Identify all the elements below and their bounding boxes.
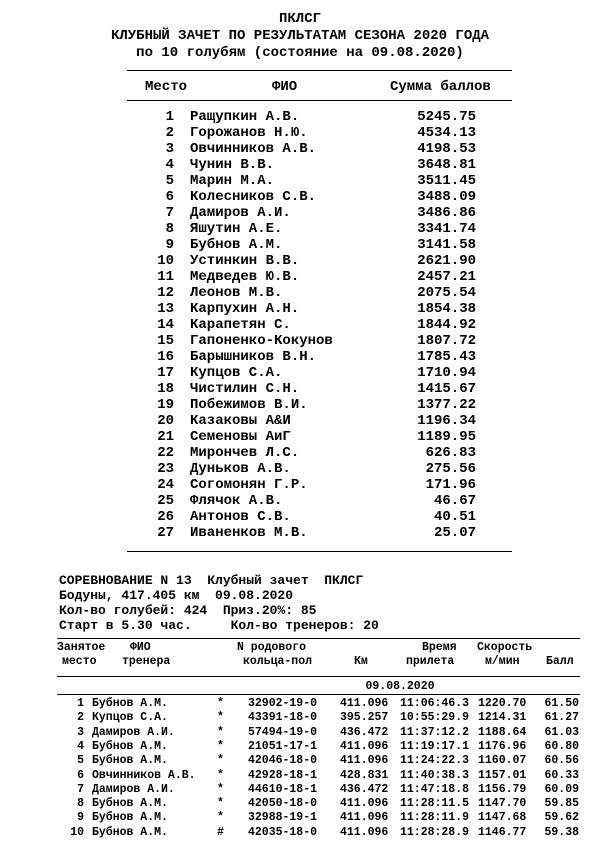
row-name: Устинкин В.В. bbox=[190, 253, 300, 269]
table-row bbox=[0, 173, 600, 189]
result-ring: 43391-18-0 bbox=[248, 711, 318, 725]
results-header-speed1: Скорость bbox=[477, 641, 533, 654]
row-place: 21 bbox=[157, 429, 174, 445]
result-name: Бубнов А.М. bbox=[92, 697, 168, 710]
result-speed: 1220.70 bbox=[478, 697, 527, 710]
result-ring: 42046-18-0 bbox=[248, 754, 318, 768]
row-place: 26 bbox=[157, 509, 174, 525]
table-row bbox=[0, 726, 600, 740]
result-mark: * bbox=[217, 711, 224, 725]
table-bottom-rule bbox=[127, 551, 512, 552]
row-name: Карпухин А.Н. bbox=[190, 301, 300, 317]
row-name: Медведев Ю.В. bbox=[190, 269, 300, 285]
table-row bbox=[0, 413, 600, 429]
result-time: 11:40:38.3 bbox=[400, 768, 470, 782]
result-ring: 44610-18-1 bbox=[248, 782, 318, 796]
table-row bbox=[0, 445, 600, 461]
results-header-ring1: N родового bbox=[237, 641, 307, 654]
row-place: 1 bbox=[165, 109, 174, 125]
row-name: Горожанов Н.Ю. bbox=[190, 125, 308, 141]
result-time: 11:28:11.5 bbox=[400, 797, 470, 811]
result-ring: 32988-19-1 bbox=[248, 811, 318, 825]
result-ring: 32902-19-0 bbox=[248, 697, 318, 710]
row-sum: 2075.54 bbox=[417, 285, 476, 301]
result-mark: * bbox=[217, 739, 224, 753]
col-header-place: Место bbox=[145, 79, 188, 95]
row-place: 3 bbox=[165, 141, 174, 157]
row-name: Побежимов В.И. bbox=[190, 397, 308, 413]
result-points: 60.56 bbox=[544, 754, 579, 768]
result-ring: 42050-18-0 bbox=[248, 797, 318, 811]
table-row bbox=[0, 525, 600, 541]
result-place: 9 bbox=[77, 811, 84, 825]
row-sum: 1710.94 bbox=[417, 365, 476, 381]
row-name: Марин М.А. bbox=[190, 173, 275, 189]
result-mark: * bbox=[217, 725, 224, 739]
result-points: 59.38 bbox=[544, 825, 579, 839]
row-sum: 275.56 bbox=[425, 461, 476, 477]
row-name: Чистилин С.Н. bbox=[190, 381, 300, 397]
result-place: 1 bbox=[77, 697, 84, 710]
table-row bbox=[0, 509, 600, 525]
table-row bbox=[0, 365, 600, 381]
table-row bbox=[0, 754, 600, 768]
results-header-km: Км bbox=[354, 655, 368, 668]
result-points: 61.27 bbox=[544, 711, 579, 725]
row-sum: 3648.81 bbox=[417, 157, 476, 173]
results-header-place2: место bbox=[62, 655, 97, 668]
table-row bbox=[0, 811, 600, 825]
result-mark: * bbox=[217, 782, 224, 796]
result-speed: 1156.79 bbox=[478, 782, 527, 796]
result-km: 436.472 bbox=[340, 782, 389, 796]
row-place: 25 bbox=[157, 493, 174, 509]
table-row bbox=[0, 697, 600, 711]
competition-title: СОРЕВНОВАНИЕ N 13 Клубный зачет ПКЛСГ bbox=[59, 573, 364, 588]
row-sum: 4534.13 bbox=[417, 125, 476, 141]
row-place: 5 bbox=[165, 173, 174, 189]
row-name: Леонов М.В. bbox=[190, 285, 283, 301]
results-header-rule bbox=[57, 676, 580, 677]
row-place: 24 bbox=[157, 477, 174, 493]
row-name: Овчинников А.В. bbox=[190, 141, 317, 157]
results-header-time2: прилета bbox=[406, 655, 455, 668]
row-place: 14 bbox=[157, 317, 174, 333]
results-date: 09.08.2020 bbox=[365, 680, 435, 693]
result-points: 60.80 bbox=[544, 739, 579, 753]
table-row bbox=[0, 285, 600, 301]
result-place: 4 bbox=[77, 739, 84, 753]
table-row bbox=[0, 429, 600, 445]
result-points: 61.03 bbox=[544, 725, 579, 739]
result-mark: * bbox=[217, 754, 224, 768]
row-sum: 5245.75 bbox=[417, 109, 476, 125]
table-row bbox=[0, 269, 600, 285]
report-subtitle: по 10 голубям (состояние на 09.08.2020) bbox=[136, 45, 464, 61]
table-row bbox=[0, 381, 600, 397]
result-km: 395.257 bbox=[340, 711, 389, 725]
table-row bbox=[0, 205, 600, 221]
result-speed: 1160.07 bbox=[478, 754, 527, 768]
result-name: Бубнов А.М. bbox=[92, 797, 168, 811]
result-points: 60.09 bbox=[544, 782, 579, 796]
row-sum: 1844.92 bbox=[417, 317, 476, 333]
row-place: 10 bbox=[157, 253, 174, 269]
result-place: 10 bbox=[70, 825, 84, 839]
result-speed: 1188.64 bbox=[478, 725, 527, 739]
result-km: 411.096 bbox=[340, 825, 389, 839]
results-header-speed2: м/мин bbox=[485, 655, 520, 668]
table-row bbox=[0, 253, 600, 269]
row-place: 12 bbox=[157, 285, 174, 301]
table-row bbox=[0, 109, 600, 125]
row-name: Ращупкин А.В. bbox=[190, 109, 300, 125]
result-mark: # bbox=[217, 825, 224, 839]
table-row bbox=[0, 221, 600, 237]
result-speed: 1157.01 bbox=[478, 768, 527, 782]
table-header-rule bbox=[127, 100, 512, 101]
row-place: 22 bbox=[157, 445, 174, 461]
row-sum: 171.96 bbox=[425, 477, 476, 493]
col-header-name: ФИО bbox=[272, 79, 298, 95]
row-sum: 3486.86 bbox=[417, 205, 476, 221]
result-speed: 1146.77 bbox=[478, 825, 527, 839]
result-time: 11:28:11.9 bbox=[400, 811, 470, 825]
row-name: Колесников С.В. bbox=[190, 189, 317, 205]
results-top-rule bbox=[57, 638, 580, 639]
competition-location: Бодуны, 417.405 км 09.08.2020 bbox=[59, 588, 294, 603]
result-points: 61.50 bbox=[544, 697, 579, 710]
row-name: Купцов С.А. bbox=[190, 365, 283, 381]
table-row bbox=[0, 783, 600, 797]
row-sum: 2621.90 bbox=[417, 253, 476, 269]
result-speed: 1176.96 bbox=[478, 739, 527, 753]
results-header-points: Балл bbox=[546, 655, 574, 668]
table-row bbox=[0, 826, 600, 840]
row-place: 17 bbox=[157, 365, 174, 381]
row-place: 18 bbox=[157, 381, 174, 397]
result-name: Бубнов А.М. bbox=[92, 754, 168, 768]
result-speed: 1147.70 bbox=[478, 797, 527, 811]
row-sum: 3141.58 bbox=[417, 237, 476, 253]
competition-start: Старт в 5.30 час. Кол-во тренеров: 20 bbox=[59, 618, 379, 633]
row-sum: 1189.95 bbox=[417, 429, 476, 445]
result-name: Дамиров А.И. bbox=[92, 782, 175, 796]
table-row bbox=[0, 301, 600, 317]
table-row bbox=[0, 711, 600, 725]
row-sum: 1196.34 bbox=[417, 413, 476, 429]
table-row bbox=[0, 740, 600, 754]
row-place: 15 bbox=[157, 333, 174, 349]
result-time: 11:19:17.1 bbox=[400, 739, 470, 753]
row-name: Казаковы А&И bbox=[190, 413, 291, 429]
result-name: Бубнов А.М. bbox=[92, 739, 168, 753]
result-name: Бубнов А.М. bbox=[92, 825, 168, 839]
row-sum: 626.83 bbox=[425, 445, 476, 461]
row-sum: 4198.53 bbox=[417, 141, 476, 157]
result-name: Овчинников А.В. bbox=[92, 768, 196, 782]
table-row bbox=[0, 769, 600, 783]
result-place: 7 bbox=[77, 782, 84, 796]
row-sum: 1785.43 bbox=[417, 349, 476, 365]
report-org: ПКЛСГ bbox=[278, 11, 321, 27]
row-name: Флячок А.В. bbox=[190, 493, 283, 509]
result-km: 436.472 bbox=[340, 725, 389, 739]
table-row bbox=[0, 797, 600, 811]
result-place: 8 bbox=[77, 797, 84, 811]
result-name: Купцов С.А. bbox=[92, 711, 168, 725]
row-place: 16 bbox=[157, 349, 174, 365]
table-top-rule bbox=[127, 70, 512, 71]
table-row bbox=[0, 189, 600, 205]
table-row bbox=[0, 333, 600, 349]
row-name: Дамиров А.И. bbox=[190, 205, 291, 221]
result-mark: * bbox=[217, 811, 224, 825]
table-row bbox=[0, 397, 600, 413]
result-km: 428.831 bbox=[340, 768, 389, 782]
competition-pigeons: Кол-во голубей: 424 Приз.20%: 85 bbox=[59, 603, 317, 618]
results-date-rule bbox=[57, 694, 580, 695]
row-place: 20 bbox=[157, 413, 174, 429]
row-place: 23 bbox=[157, 461, 174, 477]
table-row bbox=[0, 349, 600, 365]
row-place: 19 bbox=[157, 397, 174, 413]
row-sum: 1854.38 bbox=[417, 301, 476, 317]
row-name: Чунин В.В. bbox=[190, 157, 275, 173]
table-row bbox=[0, 493, 600, 509]
result-speed: 1147.68 bbox=[478, 811, 527, 825]
row-place: 27 bbox=[157, 525, 174, 541]
report-title: КЛУБНЫЙ ЗАЧЕТ ПО РЕЗУЛЬТАТАМ СЕЗОНА 2020 ГОДА bbox=[110, 28, 490, 44]
result-ring: 21051-17-1 bbox=[248, 739, 318, 753]
result-time: 11:24:22.3 bbox=[400, 754, 470, 768]
result-speed: 1214.31 bbox=[478, 711, 527, 725]
row-sum: 2457.21 bbox=[417, 269, 476, 285]
row-place: 7 bbox=[165, 205, 174, 221]
result-points: 60.33 bbox=[544, 768, 579, 782]
table-row bbox=[0, 141, 600, 157]
row-name: Семеновы АиГ bbox=[190, 429, 291, 445]
result-name: Бубнов А.М. bbox=[92, 811, 168, 825]
table-row bbox=[0, 125, 600, 141]
table-row bbox=[0, 317, 600, 333]
row-name: Гапоненко-Кокунов bbox=[190, 333, 333, 349]
result-time: 11:06:46.3 bbox=[400, 697, 470, 710]
results-header-place1: Занятое bbox=[57, 641, 106, 654]
table-row bbox=[0, 461, 600, 477]
row-sum: 3488.09 bbox=[417, 189, 476, 205]
row-place: 9 bbox=[165, 237, 174, 253]
row-place: 4 bbox=[165, 157, 174, 173]
col-header-sum: Сумма баллов bbox=[390, 79, 491, 95]
result-place: 2 bbox=[77, 711, 84, 725]
row-name: Яшутин А.Е. bbox=[190, 221, 283, 237]
result-km: 411.096 bbox=[340, 754, 389, 768]
result-place: 5 bbox=[77, 754, 84, 768]
results-header-name2: тренера bbox=[122, 655, 171, 668]
row-place: 6 bbox=[165, 189, 174, 205]
results-header-name1: ФИО bbox=[130, 641, 151, 654]
row-sum: 40.51 bbox=[433, 509, 476, 525]
result-km: 411.096 bbox=[340, 697, 389, 710]
row-place: 11 bbox=[157, 269, 174, 285]
table-row bbox=[0, 237, 600, 253]
table-row bbox=[0, 157, 600, 173]
result-km: 411.096 bbox=[340, 811, 389, 825]
result-time: 11:47:18.8 bbox=[400, 782, 470, 796]
row-name: Бубнов А.М. bbox=[190, 237, 283, 253]
result-km: 411.096 bbox=[340, 739, 389, 753]
results-header-ring2: кольца-пол bbox=[243, 655, 313, 668]
row-name: Мирончев Л.С. bbox=[190, 445, 300, 461]
row-name: Антонов С.В. bbox=[190, 509, 291, 525]
result-time: 10:55:29.9 bbox=[400, 711, 470, 725]
results-header-time1: Время bbox=[422, 641, 457, 654]
result-ring: 42928-18-1 bbox=[248, 768, 318, 782]
result-mark: * bbox=[217, 768, 224, 782]
row-place: 8 bbox=[165, 221, 174, 237]
row-name: Барышников В.Н. bbox=[190, 349, 317, 365]
result-points: 59.85 bbox=[544, 797, 579, 811]
row-name: Согомонян Г.Р. bbox=[190, 477, 308, 493]
result-mark: * bbox=[217, 797, 224, 811]
row-place: 2 bbox=[165, 125, 174, 141]
result-ring: 42035-18-0 bbox=[248, 825, 318, 839]
row-sum: 1377.22 bbox=[417, 397, 476, 413]
result-place: 3 bbox=[77, 725, 84, 739]
result-place: 6 bbox=[77, 768, 84, 782]
result-ring: 57494-19-0 bbox=[248, 725, 318, 739]
row-sum: 46.67 bbox=[433, 493, 476, 509]
result-mark: * bbox=[217, 697, 224, 710]
row-sum: 3511.45 bbox=[417, 173, 476, 189]
result-time: 11:37:12.2 bbox=[400, 725, 470, 739]
table-row bbox=[0, 477, 600, 493]
row-name: Дуньков А.В. bbox=[190, 461, 291, 477]
result-km: 411.096 bbox=[340, 797, 389, 811]
row-name: Иваненков М.В. bbox=[190, 525, 308, 541]
result-points: 59.62 bbox=[544, 811, 579, 825]
row-place: 13 bbox=[157, 301, 174, 317]
row-sum: 1807.72 bbox=[417, 333, 476, 349]
row-sum: 3341.74 bbox=[417, 221, 476, 237]
result-time: 11:28:28.9 bbox=[400, 825, 470, 839]
row-sum: 25.07 bbox=[433, 525, 476, 541]
row-name: Карапетян С. bbox=[190, 317, 291, 333]
result-name: Дамиров А.И. bbox=[92, 725, 175, 739]
row-sum: 1415.67 bbox=[417, 381, 476, 397]
